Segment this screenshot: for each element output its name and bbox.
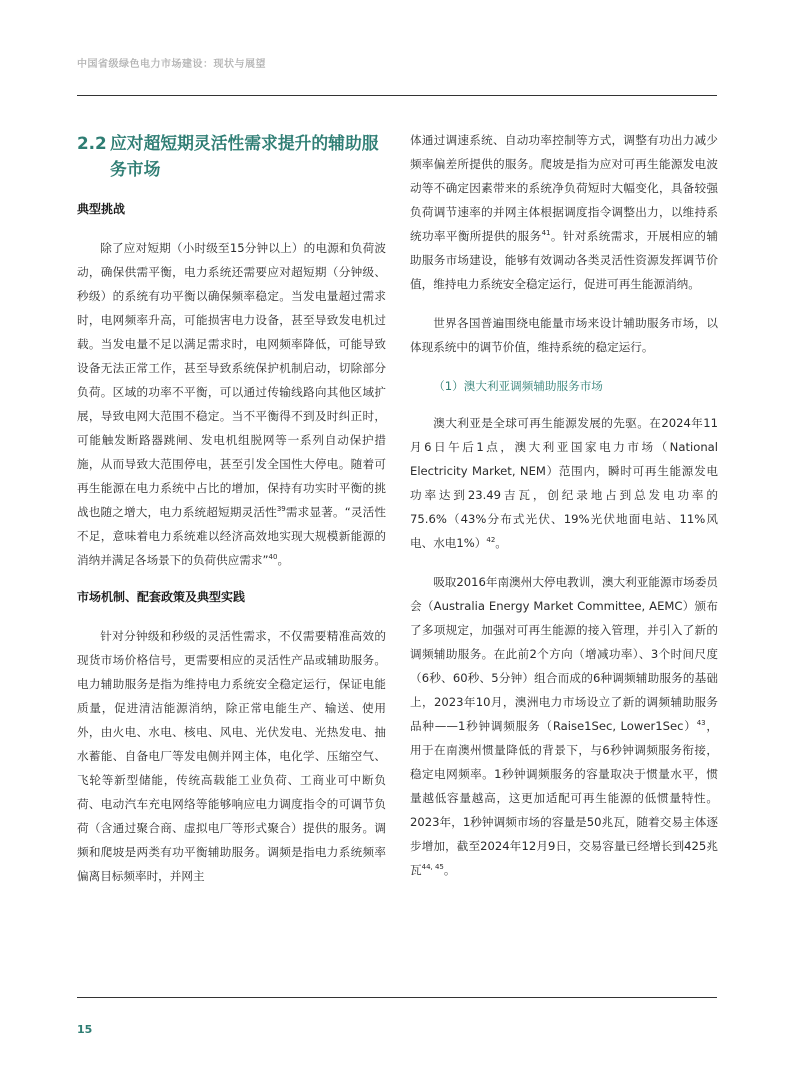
section-title-text: 应对超短期灵活性需求提升的辅助服务市场 <box>110 133 379 179</box>
running-header: 中国省级绿色电力市场建设：现状与展望 <box>77 59 266 70</box>
footnote-ref: 39 <box>276 505 286 514</box>
header-rule <box>77 95 717 96</box>
paragraph-worldwide: 世界各国普遍围绕电能量市场来设计辅助服务市场，以体现系统中的调节价值，维持系统的稳定运行。 <box>410 316 718 354</box>
footnote-ref: 43 <box>696 719 706 728</box>
subhead-australia: （1）澳大利亚调频辅助服务市场 <box>433 379 603 393</box>
section-title <box>77 130 386 182</box>
paragraph-challenges <box>77 236 386 572</box>
page-number: 15 <box>77 1023 93 1036</box>
paragraph-ancillary-services: 针对分钟级和秒级的灵活性需求，不仅需要精准高效的现货市场价格信号，更需要相应的灵活性产品或辅助服务。电力辅助服务是指为维持电力系统安全稳定运行，保证电能质量，促进清洁能源消纳，除正常电能生产、输送、使用外，由火电、水电、核电、风电、光伏发电、光热发电、抽水蓄能、自备电厂等发电侧并网主体，电化学、压缩空气、飞轮等新型储能，传统高载能工业负荷、工商业可中断负荷、电动汽车充电网络等能够响应电力调度指令的可调节负荷（含通过聚合商、虚拟电厂等形式聚合）提供的服务。调频和爬坡是两类有功平衡辅助服务。调频是指电力系统频率偏离目标频率时，并网主 <box>77 629 386 883</box>
subhead-typical-challenges: 典型挑战 <box>77 202 126 216</box>
paragraph-text: 除了应对短期（小时级至15分钟以上）的电源和负荷波动，确保供需平衡，电力系统还需要应对超短期（分钟级、秒级）的系统有功平衡以确保频率稳定。当发电量超过需求时，电网频率升高，可能损害电力设备，甚至导致发电机过载。当发电量不足以满足需求时，电网频率降低，可能导致设备无法正常工作，甚至导致系统保护机制启动，切除部分负荷。区域的功率不平衡，可以通过传输线路向其他区域扩展，导致电网大范围不稳定。当不平衡得不到及时纠正时，可能触发断路器跳闸、发电机组脱网等一系列自动保护措施，从而导致大范围停电，甚至引发全国性大停电。随着可再生能源在电力系统中占比的增加，保持有功实时平衡的挑战也随之增大，电力系统超短期灵活性 <box>77 241 386 519</box>
paragraph-text: 。 <box>495 536 507 550</box>
footnote-ref: 44, 45 <box>421 863 444 872</box>
left-column <box>77 128 386 903</box>
paragraph-australia-pioneer <box>410 411 718 555</box>
paragraph-text: 体通过调速系统、自动功率控制等方式，调整有功出力减少频率偏差所提供的服务。爬坡是指为应对可再生能源发电波动等不确定因素带来的系统净负荷短时大幅变化，具备较强负荷调节速率的并网主体根据调度指令调整出力，以维持系统功率平衡所提供的服务 <box>410 133 718 243</box>
paragraph-text: 澳大利亚是全球可再生能源发展的先驱。在2024年11月6日午后1点，澳大利亚国家电力市场（National Electricity Market, NEM）范围内，瞬时可再生能源发电功率达到23.49吉瓦，创纪录地占到总发电功率的75.6%（43%分布式光伏、19%光伏地面电站、11%风电、水电1%） <box>410 416 718 550</box>
paragraph-text: 。 <box>443 863 456 877</box>
paragraph-continued <box>410 128 718 296</box>
section-number: 2.2 <box>77 133 107 153</box>
right-column <box>410 128 718 897</box>
paragraph-text: 需求显著。“灵活性不足，意味着电力系统难以经济高效地实现大规模新能源的消纳并满足各场景下的负荷供应需求” <box>77 505 386 567</box>
footer-rule <box>77 997 717 998</box>
paragraph-text: 吸取2016年南澳州大停电教训，澳大利亚能源市场委员会（Australia Energy Market Committee, AEMC）颁布了多项规定，加强对可再生能源的接入管理，并引入了新的调频辅助服务。在此前2个方向（增减功率）、3个时间尺度（6秒、60秒、5分钟）组合而成的6种调频辅助服务的基础上，2023年10月，澳洲电力市场设立了新的调频辅助服务品种——1秒钟调频服务（Raise1Sec, Lower1Sec） <box>410 575 718 733</box>
footnote-ref: 42 <box>486 536 496 545</box>
paragraph-text: 。针对系统需求，开展相应的辅助服务市场建设，能够有效调动各类灵活性资源发挥调节价值，维持电力系统安全稳定运行，促进可再生能源消纳。 <box>410 229 718 291</box>
subhead-market-mechanisms: 市场机制、配套政策及典型实践 <box>77 590 246 604</box>
paragraph-text: ，用于在南澳州惯量降低的背景下，与6秒钟调频服务衔接，稳定电网频率。1秒钟调频服务的容量取决于惯量水平，惯量越低容量越高，这更加适配可再生能源的低惯量特性。2023年，1秒钟调频市场的容量是50兆瓦，随着交易主体逐步增加，截至2024年12月9日，交易容量已经增长到425兆瓦 <box>410 719 718 877</box>
footnote-ref: 41 <box>541 229 551 238</box>
footnote-ref: 40 <box>268 553 278 562</box>
paragraph-aemc-rules <box>410 570 718 882</box>
paragraph-text: 。 <box>277 553 290 567</box>
